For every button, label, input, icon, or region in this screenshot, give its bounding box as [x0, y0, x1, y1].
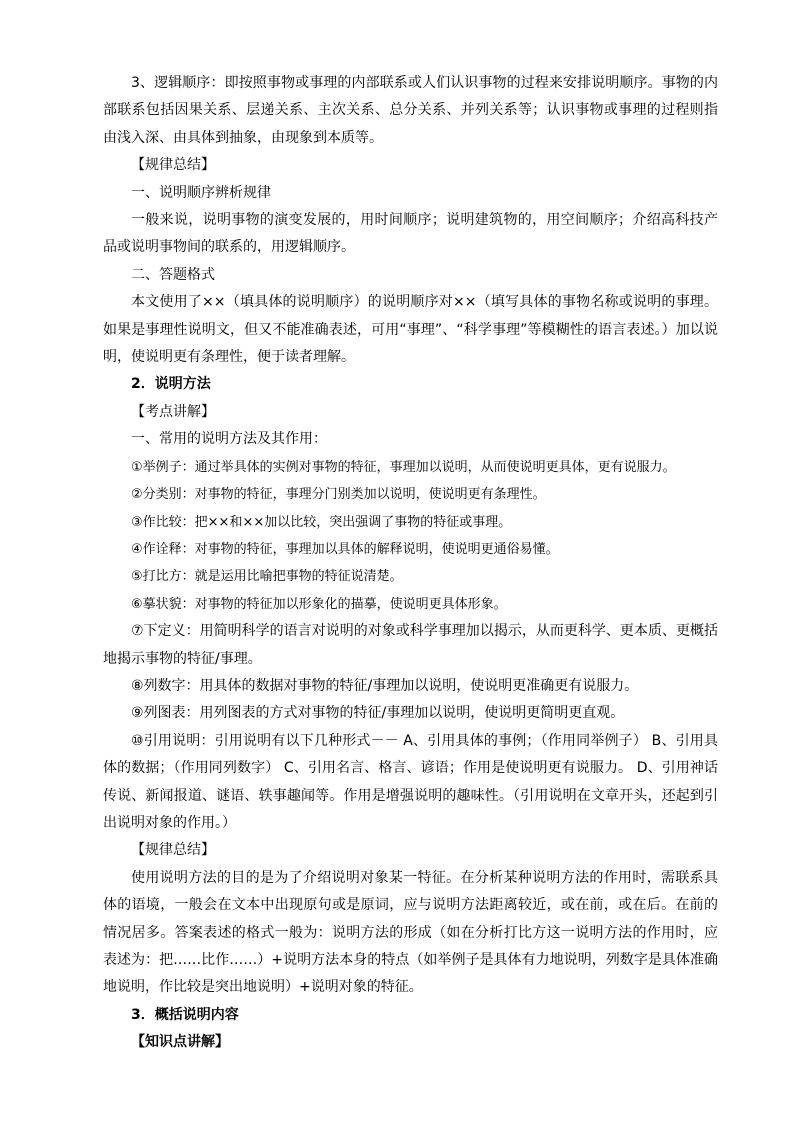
paragraph-logical-order: 3、逻辑顺序：即按照事物或事理的内部联系或人们认识事物的过程来安排说明顺序。事物的内部联系包括因果关系、层递关系、主次关系、总分关系、并列关系等；认识事物或事理的过程则指由浅入深、由具体到抽象，由现象到本质等。 [103, 75, 718, 146]
heading-rule-summary: 【规律总结】 [131, 842, 215, 859]
section-heading-summarize: 3．概括说明内容 [131, 1006, 239, 1023]
paragraph-answer-format: 本文使用了××（填具体的说明顺序）的说明顺序对××（填写具体的事物名称或说明的事理。如果是事理性说明文，但又不能准确表述，可用“事理”、“科学事理”等模糊性的语言表述。）加以说明，使说明更有条理性，便于读者理解。 [103, 294, 718, 366]
heading-common-methods: 一、常用的说明方法及其作用： [131, 431, 327, 448]
heading-rule-summary: 【规律总结】 [131, 157, 215, 174]
method-item: ⑧列数字：用具体的数据对事物的特征/事理加以说明，使说明更准确更有说服力。 [131, 677, 639, 694]
method-item: ⑨列图表：用列图表的方式对事物的特征/事理加以说明，使说明更简明更直观。 [131, 705, 625, 722]
paragraph-order-rule: 一般来说，说明事物的演变发展的，用时间顺序；说明建筑物的，用空间顺序；介绍高科技产品或说明事物间的联系的，用逻辑顺序。 [103, 212, 718, 256]
heading-answer-format: 二、答题格式 [131, 266, 215, 283]
method-item: ①举例子：通过举具体的实例对事物的特征，事理加以说明，从而使说明更具体，更有说服力。 [131, 459, 676, 475]
heading-order-rule: 一、说明顺序辨析规律 [131, 184, 271, 201]
heading-exam-points: 【考点讲解】 [131, 403, 215, 420]
method-item: ③作比较：把××和××加以比较，突出强调了事物的特征或事理。 [131, 514, 512, 530]
method-item: ⑦下定义：用简明科学的语言对说明的对象或科学事理加以揭示，从而更科学、更本质、更概括地揭示事物的特征/事理。 [103, 623, 718, 667]
method-item: ②分类别：对事物的特征，事理分门别类加以说明，使说明更有条理性。 [131, 487, 546, 503]
paragraph-method-summary: 使用说明方法的目的是为了介绍说明对象某一特征。在分析某种说明方法的作用时，需联系具体的语境，一般会在文本中出现原句或是原词，应与说明方法距离较近，或在前，或在后。在前的情况居多。答案表述的格式一般为：说明方法的形成（如在分析打比方这一说明方法的作用时，应表述为：把……比作……）+说明方法本身的特点（如举例子是具体有力地说明，列数字是具体准确地说明，作比较是突出地说明）+说明对象的特征。 [103, 869, 718, 996]
method-item: ⑥摹状貌：对事物的特征加以形象化的描摹，使说明更具体形象。 [131, 596, 507, 612]
method-item: ④作诠释：对事物的特征，事理加以具体的解释说明，使说明更通俗易懂。 [131, 541, 559, 557]
heading-knowledge-points: 【知识点讲解】 [131, 1034, 229, 1051]
document-body [103, 70, 718, 1057]
method-item: ⑤打比方：就是运用比喻把事物的特征说清楚。 [131, 569, 403, 585]
section-heading-methods: 2．说明方法 [131, 376, 211, 393]
method-item-quotation: ⑩引用说明：引用说明有以下几种形式－－ A、引用具体的事例；（作用同举例子） B、引用具体的数据；（作用同列数字） C、引用名言、格言、谚语；作用是使说明更有说服力。 D、引用神话传说、新闻报道、谜语、轶事趣闻等。作用是增强说明的趣味性。（引用说明在文章开头，还起到引出说明对象的作用。） [103, 732, 718, 831]
